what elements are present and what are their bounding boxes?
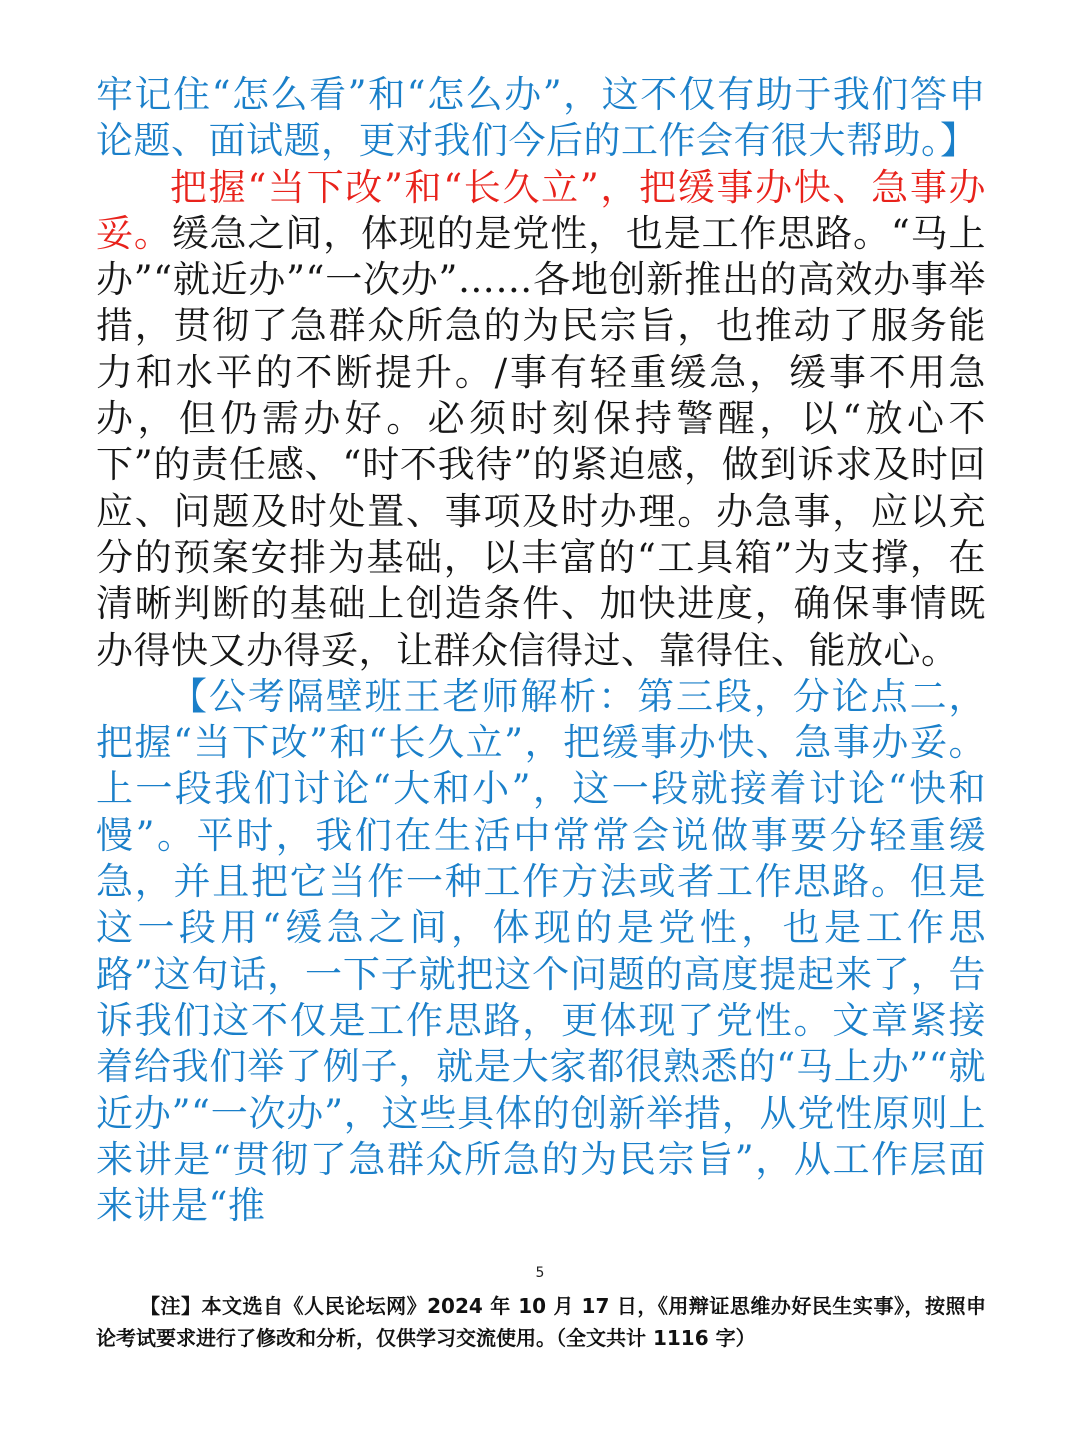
section-body-text: 缓急之间，体现的是党性，也是工作思路。“马上办”“就近办”“一次办”……各地创新推出的高效办事举措，贯彻了急群众所急的为民宗旨，也推动了服务能力和水平的不断提升。/事有轻重缓急，缓事不用急办，但仍需办好。必须时刻保持警醒，以“放心不下”的责任感、“时不我待”的紧迫感，做到诉求及时回应、问题及时处置、事项及时办理。办急事，应以充分的预案安排为基础，以丰富的“工具箱”为支撑，在清晰判断的基础上创造条件、加快进度，确保事情既办得快又办得妥，让群众信得过、靠得住、能放心。 xyxy=(96,211,986,672)
analysis-paragraph-tail: 牢记住“怎么看”和“怎么办”，这不仅有助于我们答申论题、面试题，更对我们今后的工作会有很大帮助。】 xyxy=(96,73,986,163)
article-body xyxy=(96,72,986,1229)
footnote xyxy=(96,1290,986,1354)
section-paragraph xyxy=(96,165,986,674)
subpoint-heading: 把握“当下改”和“长久立”，把缓事办快、急事办妥。 xyxy=(96,165,986,255)
footnote-text: 【注】本文选自《人民论坛网》2024 年 10 月 17 日，《用辩证思维办好民生实事》，按照申论考试要求进行了修改和分析，仅供学习交流使用。（全文共计 1116 字） xyxy=(96,1294,986,1350)
analysis-paragraph: 【公考隔壁班王老师解析：第三段，分论点二，把握“当下改”和“长久立”，把缓事办快、急事办妥。上一段我们讨论“大和小”，这一段就接着讨论“快和慢”。平时，我们在生活中常常会说做事要分轻重缓急，并且把它当作一种工作方法或者工作思路。但是这一段用“缓急之间，体现的是党性，也是工作思路”这句话，一下子就把这个问题的高度提起来了，告诉我们这不仅是工作思路，更体现了党性。文章紧接着给我们举了例子，就是大家都很熟悉的“马上办”“就近办”“一次办”，这些具体的创新举措，从党性原则上来讲是“贯彻了急群众所急的为民宗旨”，从工作层面来讲是“推 xyxy=(96,674,986,1228)
page-number: 5 xyxy=(535,1265,545,1281)
